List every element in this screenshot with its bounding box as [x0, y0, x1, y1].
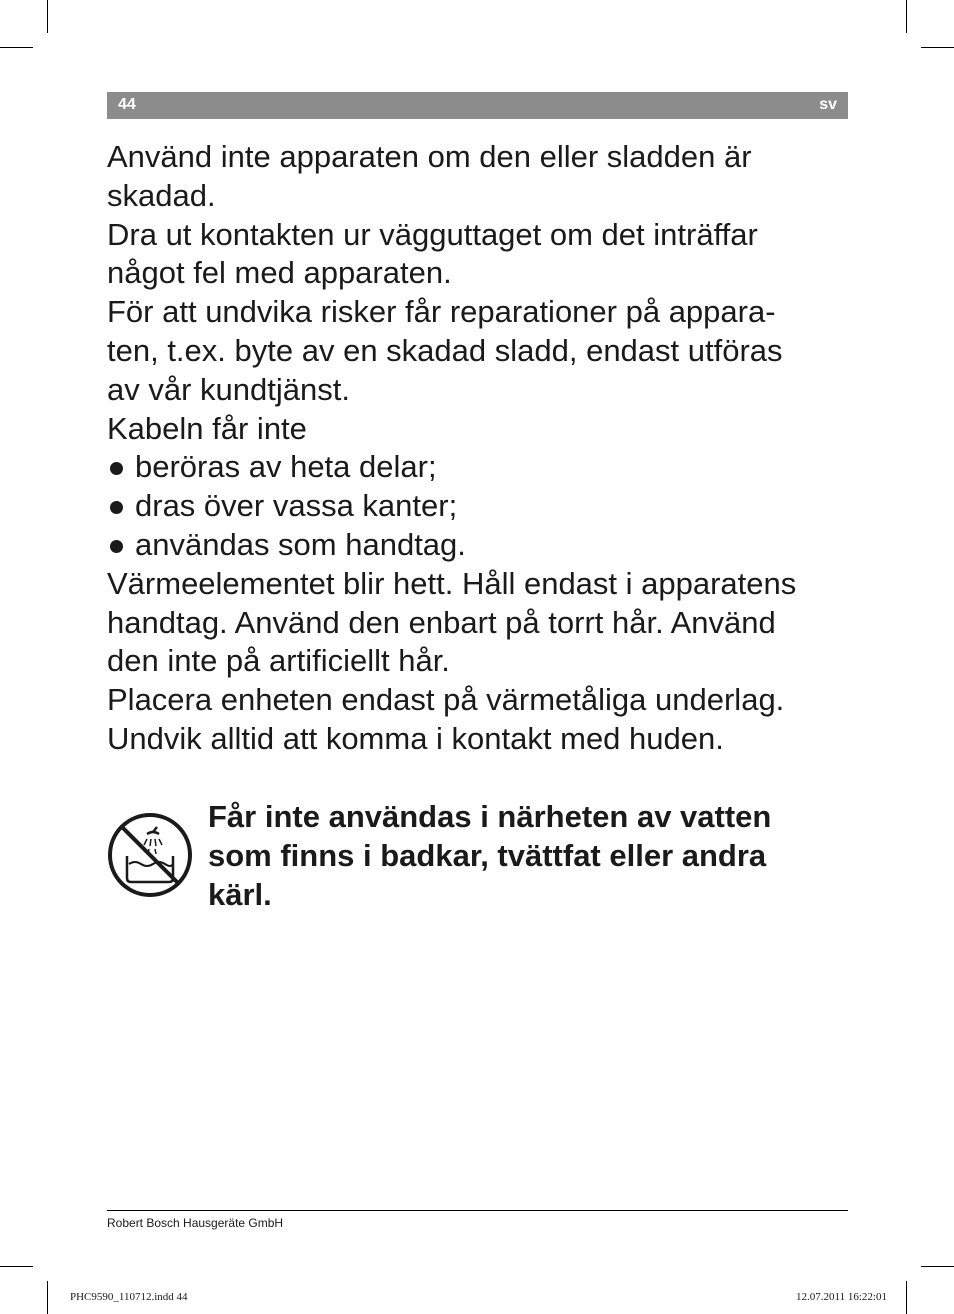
warning-line: Får inte användas i närheten av vatten [208, 799, 772, 834]
footer-company: Robert Bosch Hausgeräte GmbH [107, 1216, 284, 1230]
body-line: ten, t.ex. byte av en skadad sladd, endast utföras [107, 332, 783, 368]
body-line: Värmeelementet blir hett. Håll endast i apparatens [107, 565, 797, 601]
bullet-icon [110, 462, 123, 475]
page-number: 44 [118, 96, 136, 113]
warning-line: som finns i badkar, tvättfat eller andra [208, 838, 767, 873]
body-line: av vår kundtjänst. [107, 371, 350, 407]
water-warning [208, 797, 848, 914]
crop-mark [47, 0, 48, 33]
bullet-item [107, 448, 847, 487]
crop-mark [921, 1266, 954, 1267]
body-line: skadad. [107, 177, 216, 213]
body-line: handtag. Använd den enbart på torrt hår. Använd [107, 604, 776, 640]
body-line: Placera enheten endast på värmetåliga underlag. [107, 682, 785, 718]
no-water-near-bathtub-icon [107, 812, 193, 898]
crop-mark [906, 1281, 907, 1314]
crop-mark [921, 47, 954, 48]
body-line: Använd inte apparaten om den eller sladden är [107, 139, 752, 174]
bullet-item [107, 487, 847, 526]
bullet-text: användas som handtag. [135, 526, 466, 562]
crop-mark [0, 47, 33, 48]
crop-mark [906, 0, 907, 33]
body-line: Undvik alltid att komma i kontakt med huden. [107, 720, 724, 756]
body-line: något fel med apparaten. [107, 255, 452, 291]
bullet-text: dras över vassa kanter; [135, 488, 458, 524]
body-line: Dra ut kontakten ur vägguttaget om det inträffar [107, 216, 758, 252]
bullet-text: beröras av heta delar; [135, 449, 437, 485]
print-slug-datetime: 12.07.2011 16:22:01 [796, 1291, 887, 1303]
body-line: den inte på artificiellt hår. [107, 643, 450, 679]
bullet-icon [110, 501, 123, 514]
footer-divider [107, 1210, 848, 1211]
warning-line: kärl. [208, 877, 272, 912]
print-slug-file: PHC9590_110712.indd 44 [70, 1291, 188, 1303]
bullet-item [107, 526, 847, 565]
safety-instructions [107, 138, 847, 759]
body-line: För att undvika risker får reparationer på appara- [107, 294, 776, 330]
language-code: sv [819, 96, 837, 113]
page-header-bar [107, 92, 848, 119]
body-line: Kabeln får inte [107, 410, 307, 446]
crop-mark [47, 1281, 48, 1314]
bullet-icon [110, 540, 123, 553]
crop-mark [0, 1266, 33, 1267]
